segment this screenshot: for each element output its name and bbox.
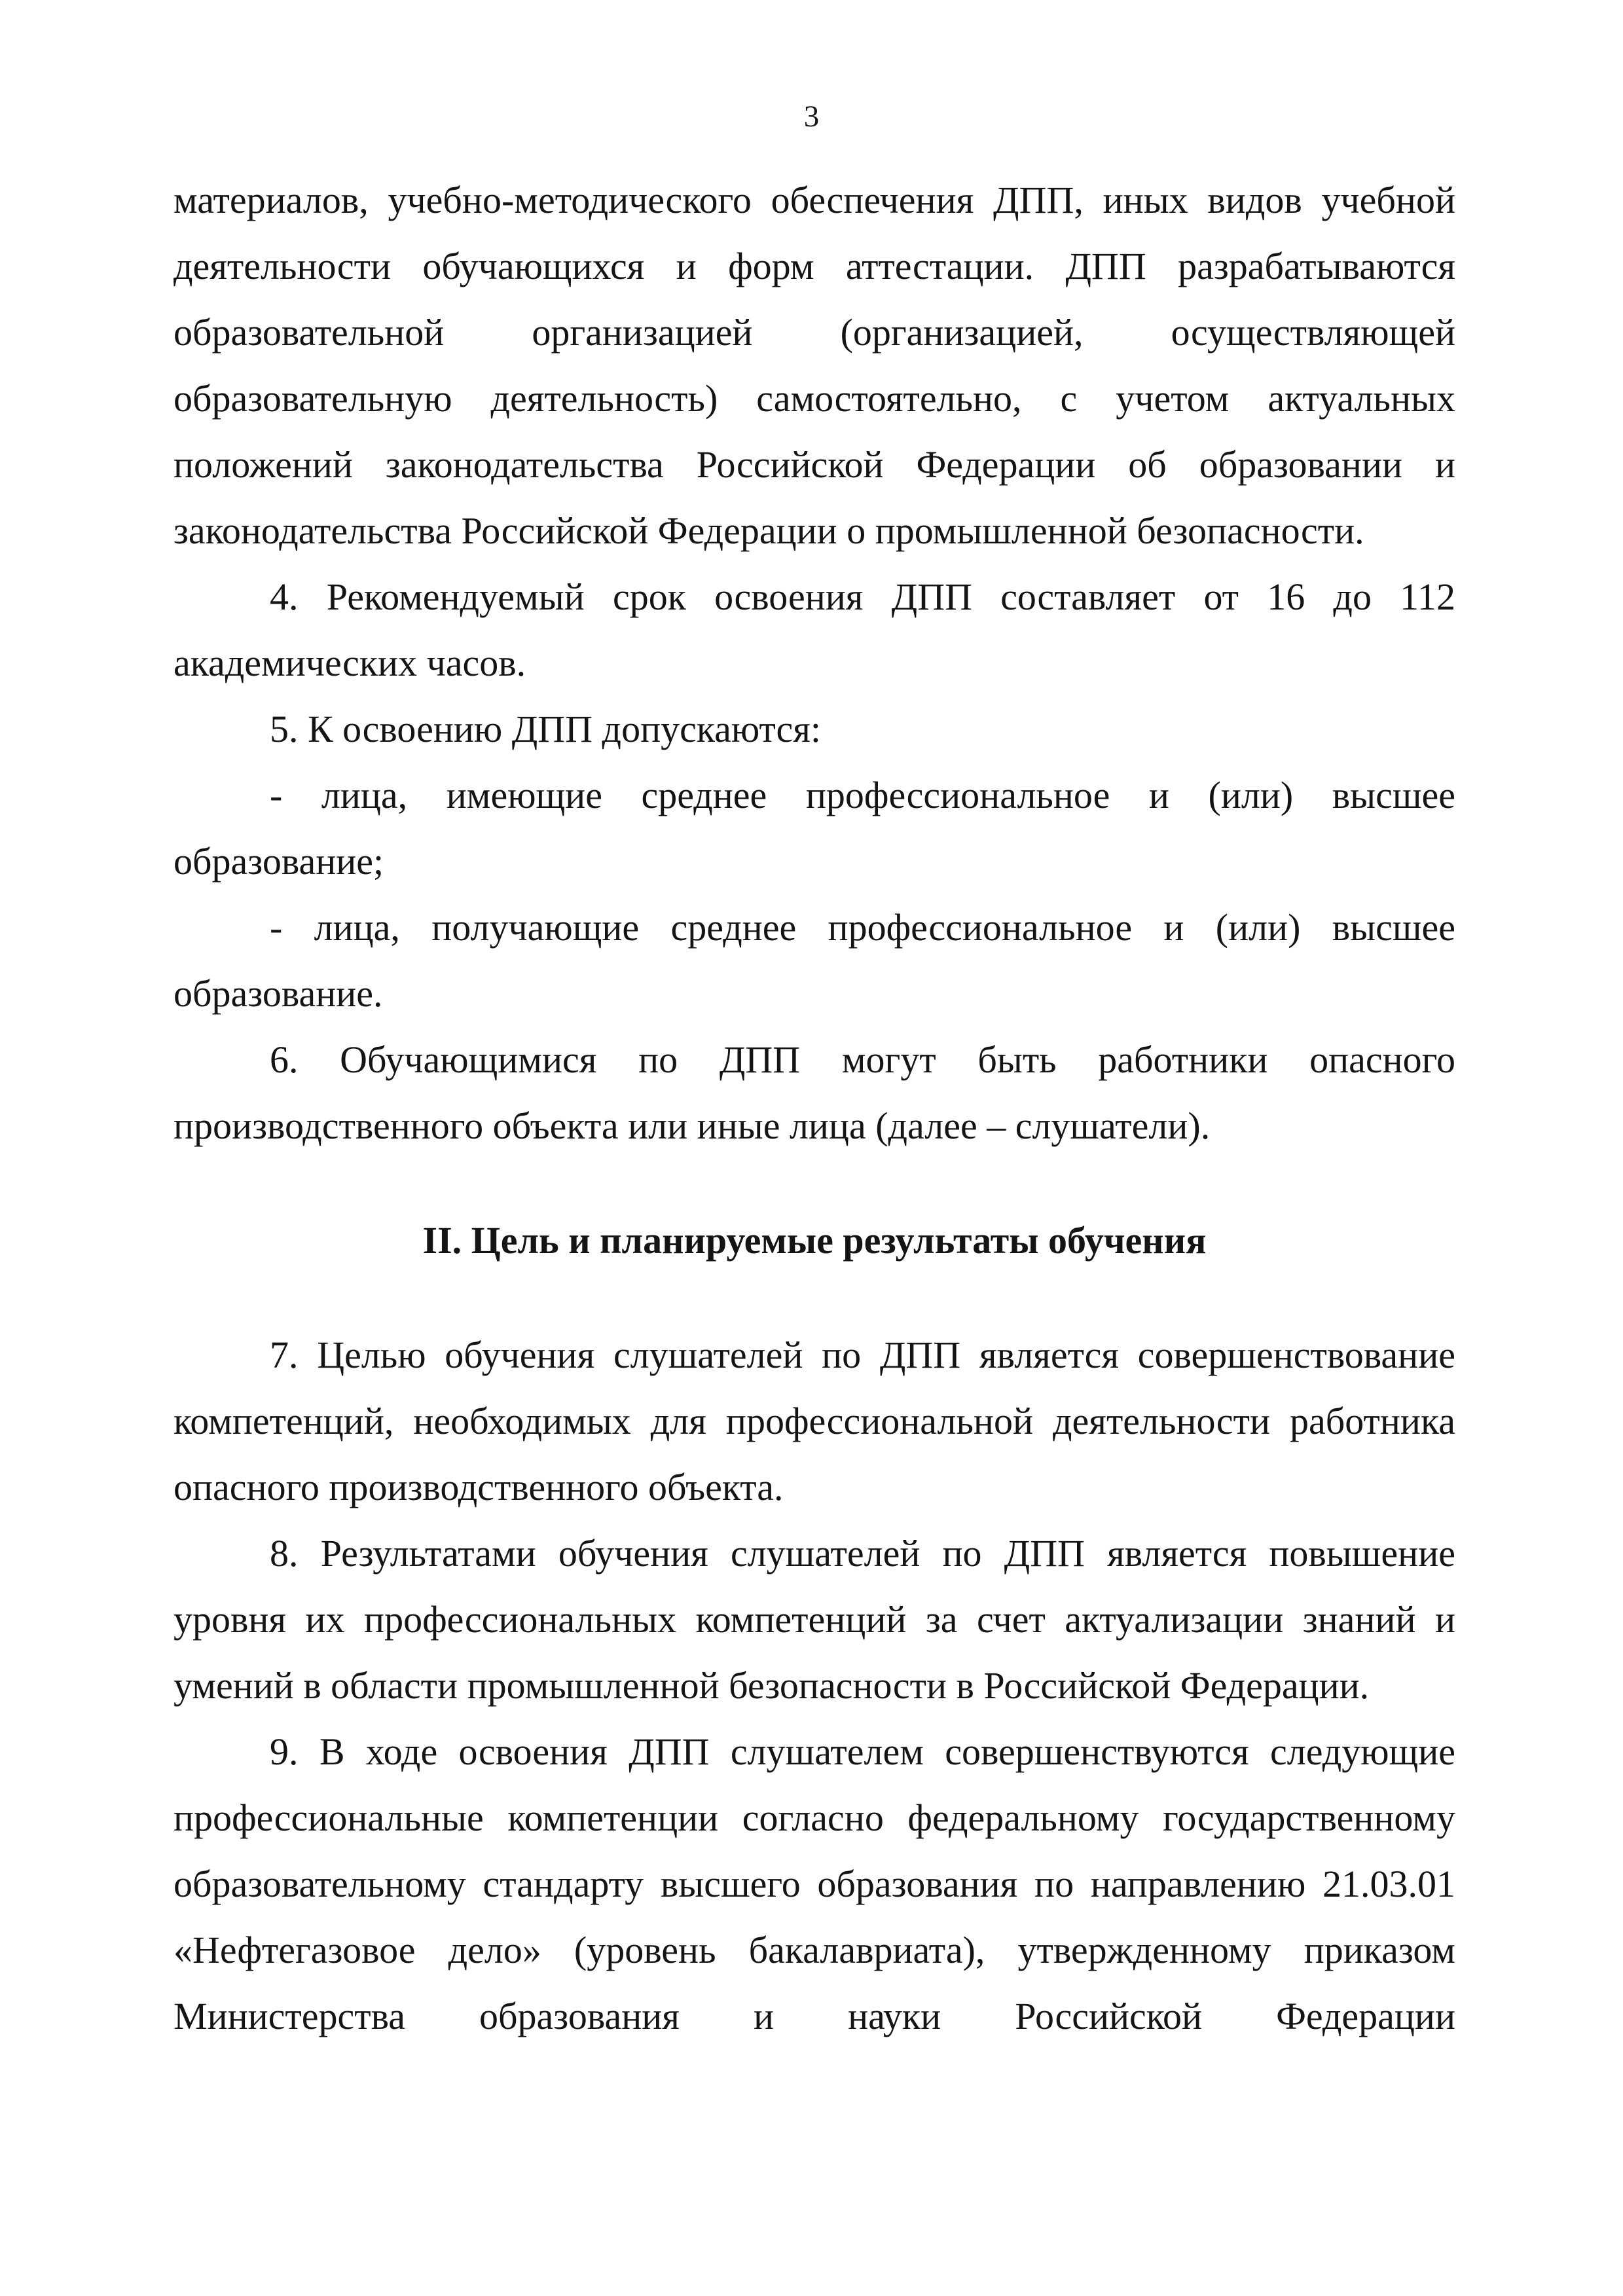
paragraph-4: 4. Рекомендуемый срок освоения ДПП составляет от 16 до 112 академических часов. [173, 575, 1455, 684]
section-heading: II. Цель и планируемые результаты обучения [422, 1219, 1207, 1262]
paragraph-continuation: материалов, учебно-методического обеспечения ДПП, иных видов учебной деятельности обучающихся и форм аттестации. ДПП разрабатываются образовательной организацией (организацией, осуществляющей образовательную деятельность) самостоятельно, с учетом актуальных положений законодательства Российской Федерации об образовании и законодательства Российской Федерации о промышленной безопасности. [173, 179, 1455, 552]
paragraph-5-item-1: - лица, имеющие среднее профессиональное и (или) высшее образование; [173, 774, 1455, 883]
paragraph-8: 8. Результатами обучения слушателей по ДПП является повышение уровня их профессиональных компетенций за счет актуализации знаний и умений в области промышленной безопасности в Российской Федерации. [173, 1532, 1455, 1707]
paragraph-7: 7. Целью обучения слушателей по ДПП является совершенствование компетенций, необходимых для профессиональной деятельности работника опасного производственного объекта. [173, 1334, 1455, 1508]
paragraph-5-item-2: - лица, получающие среднее профессиональное и (или) высшее образование. [173, 906, 1455, 1015]
paragraph-6: 6. Обучающимися по ДПП могут быть работники опасного производственного объекта или иные лица (далее – слушатели). [173, 1038, 1455, 1147]
document-body [173, 167, 1455, 2049]
page-number: 3 [803, 100, 820, 134]
paragraph-9: 9. В ходе освоения ДПП слушателем совершенствуются следующие профессиональные компетенции согласно федеральному государственному образовательному стандарту высшего образования по направлению 21.03.01 «Нефтегазовое дело» (уровень бакалавриата), утвержденному приказом Министерства образования и науки Российской Федерации [173, 1730, 1455, 2037]
paragraph-5: 5. К освоению ДПП допускаются: [270, 708, 822, 750]
